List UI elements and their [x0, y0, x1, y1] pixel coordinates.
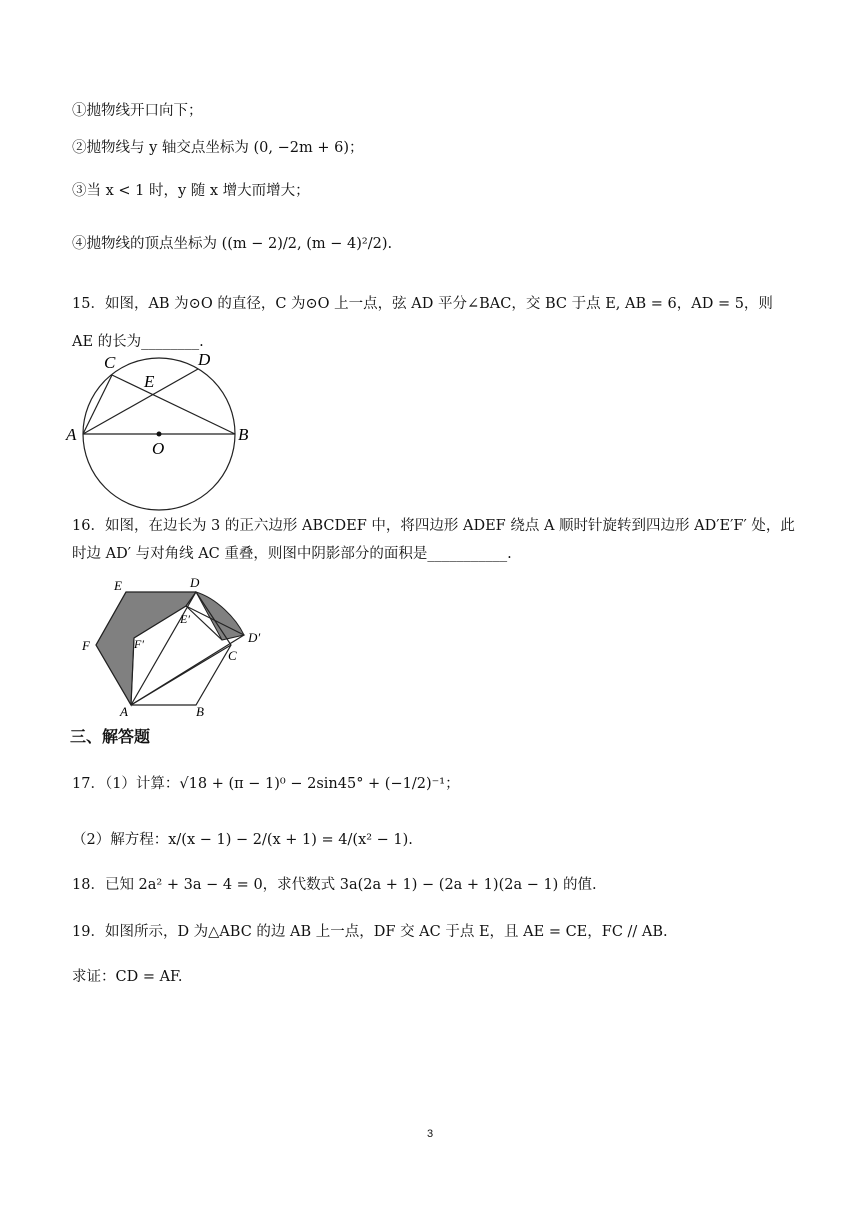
q15-line-2: AE 的长为________.: [72, 334, 204, 350]
section-heading: 三、解答题: [70, 727, 151, 746]
q16-line-2: 时边 AD′ 与对角线 AC 重叠，则图中阴影部分的面积是___________.: [72, 546, 512, 562]
q16-line-1: 16．如图，在边长为 3 的正六边形 ABCDEF 中，将四边形 ADEF 绕点 A 顺时针旋转到四边形 AD′E′F′ 处，此: [72, 518, 795, 534]
label-f-prime: F′: [134, 637, 144, 651]
q15-circle-figure: [62, 348, 262, 512]
q17-part-2: （2）解方程：x/(x − 1) − 2/(x + 1) = 4/(x² − 1).: [72, 832, 413, 848]
label-b: B: [196, 704, 204, 719]
label-e: E: [144, 372, 155, 391]
q18-text: 18．已知 2a² + 3a − 4 = 0，求代数式 3a(2a + 1) − (2a + 1)(2a − 1) 的值.: [72, 877, 597, 893]
label-b: B: [238, 425, 249, 444]
label-e-prime: E′: [180, 612, 190, 626]
q19-line-2: 求证：CD = AF.: [72, 969, 183, 985]
q17-part-1: 17．（1）计算：√18 + (π − 1)⁰ − 2sin45° + (−1/2)⁻¹；: [72, 776, 460, 792]
chord-ad: [83, 369, 198, 434]
label-d: D: [190, 575, 200, 590]
shaded-sliver: [196, 592, 244, 640]
diagonal-ac: [131, 645, 231, 705]
label-e: E: [114, 578, 122, 593]
q16-hexagon-figure: [76, 570, 276, 720]
page-number: 3: [426, 1128, 434, 1140]
label-a: A: [120, 704, 128, 719]
label-a: A: [66, 425, 77, 444]
label-f: F: [82, 638, 90, 653]
q14-item-1: ①抛物线开口向下；: [72, 103, 203, 119]
q14-item-3: ③当 x < 1 时，y 随 x 增大而增大；: [72, 183, 310, 199]
center-point-o: [157, 432, 162, 437]
q19-line-1: 19．如图所示，D 为△ABC 的边 AB 上一点，DF 交 AC 于点 E，且 AE = CE，FC // AB.: [72, 924, 668, 940]
label-c: C: [104, 353, 116, 372]
label-c: C: [228, 648, 237, 663]
q14-item-4: ④抛物线的顶点坐标为 ((m − 2)/2, (m − 4)²/2).: [72, 236, 393, 252]
label-o: O: [152, 439, 165, 458]
label-d: D: [198, 350, 211, 369]
q15-line-1: 15．如图，AB 为⊙O 的直径，C 为⊙O 上一点，弦 AD 平分∠BAC，交 BC 于点 E, AB = 6，AD = 5，则: [72, 296, 773, 312]
q14-item-2: ②抛物线与 y 轴交点坐标为 (0, −2m + 6)；: [72, 140, 364, 156]
label-d-prime: D′: [248, 630, 261, 645]
